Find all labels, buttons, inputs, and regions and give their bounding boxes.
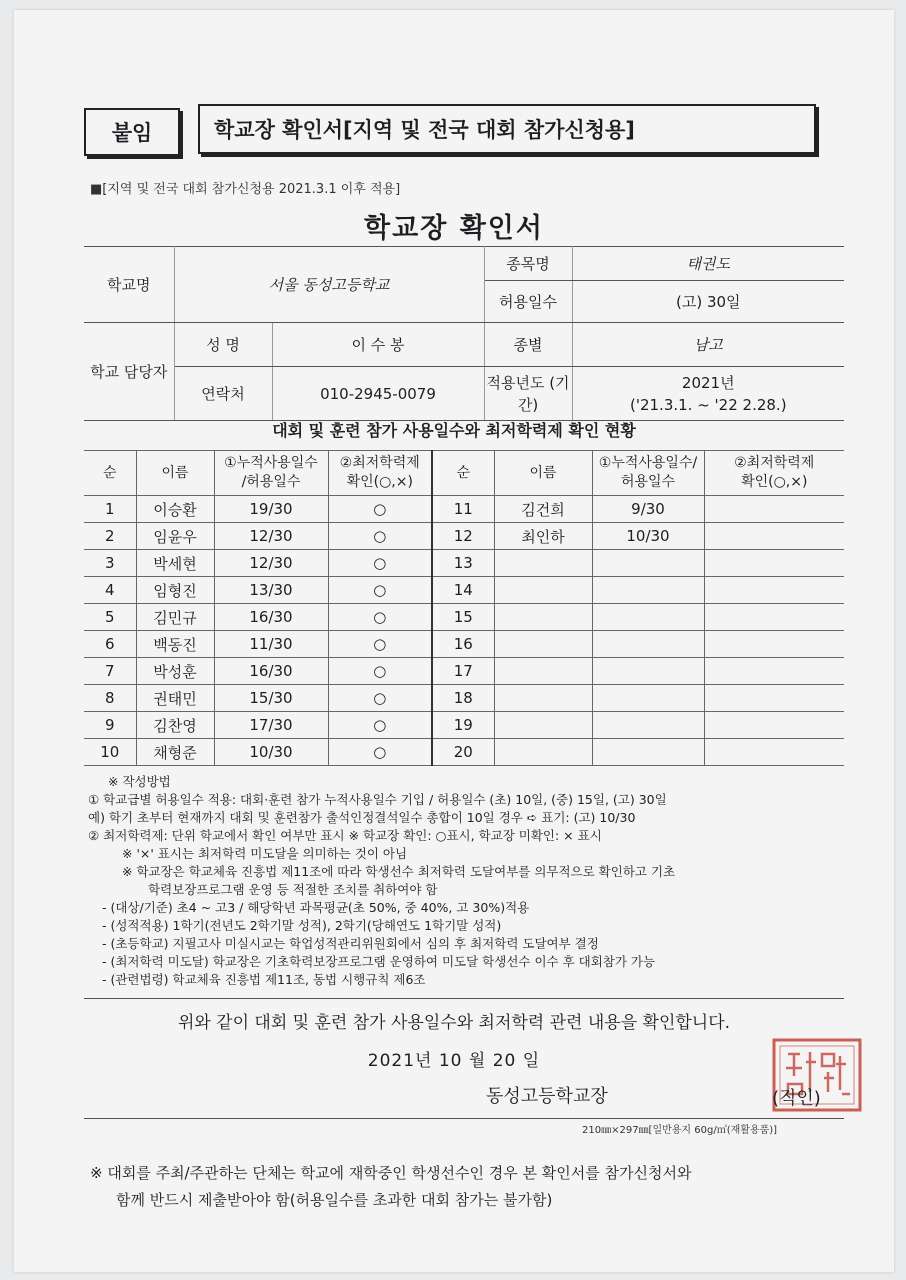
athlete-name: 김건희 <box>494 496 592 523</box>
divider <box>84 1118 844 1119</box>
table-row <box>84 523 844 550</box>
row-no: 4 <box>84 577 136 604</box>
athlete-name <box>494 577 592 604</box>
year-cell <box>572 367 844 421</box>
row-no: 13 <box>432 550 494 577</box>
grade-check: ○ <box>328 739 432 766</box>
grade-check <box>704 523 844 550</box>
used-days <box>592 739 704 766</box>
row-no: 20 <box>432 739 494 766</box>
row-no: 12 <box>432 523 494 550</box>
guide-line: - (최저학력 미도달) 학교장은 기초학력보장프로그램 운영하여 미도달 학생선수 이수 후 대회참가 가능 <box>102 954 656 969</box>
athlete-name: 임윤우 <box>136 523 214 550</box>
row-no: 8 <box>84 685 136 712</box>
used-days: 16/30 <box>214 658 328 685</box>
athlete-name: 백동진 <box>136 631 214 658</box>
attachment-tag: 붙임 <box>84 108 180 156</box>
allowed-days-value: (고) 30일 <box>572 281 844 323</box>
row-no: 10 <box>84 739 136 766</box>
athlete-name <box>494 739 592 766</box>
grade-check <box>704 550 844 577</box>
athlete-name <box>494 658 592 685</box>
guide-line: ※ 학교장은 학교체육 진흥법 제11조에 따라 학생선수 최저학력 도달여부를 의무적으로 확인하고 기초 <box>122 864 676 879</box>
grade-check <box>704 631 844 658</box>
year-label: 적용년도 (기간) <box>484 367 572 421</box>
header-days-right-line2: 허용일수 <box>620 474 676 490</box>
row-no: 18 <box>432 685 494 712</box>
roster-header-row <box>84 451 844 496</box>
athlete-name: 김민규 <box>136 604 214 631</box>
used-days <box>592 685 704 712</box>
used-days: 15/30 <box>214 685 328 712</box>
used-days: 10/30 <box>592 523 704 550</box>
athlete-name <box>494 604 592 631</box>
school-info-table <box>84 246 844 421</box>
page-title: 학교장 확인서 <box>364 213 544 244</box>
header-name-right: 이름 <box>494 451 592 496</box>
divider <box>84 998 844 999</box>
school-label: 학교명 <box>84 247 174 323</box>
principal-name: 동성고등학교장 <box>486 1086 608 1107</box>
header-grade-right-line2: 확인(○,×) <box>741 474 808 490</box>
athlete-name: 최인하 <box>494 523 592 550</box>
guide-line: 예) 학기 초부터 현재까지 대회 및 훈련참가 출석인정결석일수 총합이 10일 경우 ➪ 표기: (고) 10/30 <box>88 810 636 825</box>
confirmation-statement: 위와 같이 대회 및 훈련 참가 사용일수와 최저학력 관련 내용을 확인합니다. <box>177 1013 731 1033</box>
header-days-right <box>592 451 704 496</box>
header-name: 이름 <box>136 451 214 496</box>
athlete-name: 권태민 <box>136 685 214 712</box>
header-no-right: 순 <box>432 451 494 496</box>
paper-spec: 210㎜×297㎜[일반용지 60g/㎡(재활용품)] <box>582 1125 778 1136</box>
used-days <box>592 604 704 631</box>
grade-check: ○ <box>328 712 432 739</box>
used-days: 11/30 <box>214 631 328 658</box>
guide-line: - (초등학교) 지필고사 미실시교는 학업성적관리위원회에서 심의 후 최저학력 도달여부 결정 <box>102 936 599 951</box>
header-grade-right <box>704 451 844 496</box>
header-days-right-line1: ①누적사용일수/ <box>598 455 698 471</box>
grade-check <box>704 604 844 631</box>
gender-value: 남고 <box>572 323 844 367</box>
grade-check: ○ <box>328 523 432 550</box>
table-row <box>84 712 844 739</box>
row-no: 11 <box>432 496 494 523</box>
used-days: 10/30 <box>214 739 328 766</box>
athlete-name <box>494 685 592 712</box>
table-row <box>84 685 844 712</box>
grade-check <box>704 658 844 685</box>
event-value: 태권도 <box>572 247 844 281</box>
grade-check <box>704 577 844 604</box>
guide-line: 학력보장프로그램 운영 등 적절한 조치를 취하여야 함 <box>148 882 438 897</box>
year-value: 2021년 <box>681 373 735 392</box>
athlete-name: 이승환 <box>136 496 214 523</box>
grade-check: ○ <box>328 604 432 631</box>
row-no: 3 <box>84 550 136 577</box>
row-no: 2 <box>84 523 136 550</box>
status-title: 대회 및 훈련 참가 사용일수와 최저학력제 확인 현황 <box>272 421 636 440</box>
row-no: 14 <box>432 577 494 604</box>
grade-check: ○ <box>328 577 432 604</box>
name-value: 이 수 봉 <box>272 323 484 367</box>
name-label: 성 명 <box>174 323 272 367</box>
grade-check <box>704 739 844 766</box>
used-days <box>592 658 704 685</box>
used-days: 12/30 <box>214 523 328 550</box>
manager-label: 학교 담당자 <box>84 323 174 421</box>
seal-label: (직인) <box>772 1088 821 1109</box>
athlete-name: 채형준 <box>136 739 214 766</box>
guide-line: ※ 작성방법 <box>108 774 171 789</box>
used-days: 17/30 <box>214 712 328 739</box>
header-no: 순 <box>84 451 136 496</box>
row-no: 16 <box>432 631 494 658</box>
grade-check: ○ <box>328 685 432 712</box>
grade-check <box>704 496 844 523</box>
document-page <box>14 10 894 1272</box>
table-row <box>84 550 844 577</box>
guide-line: - (대상/기준) 초4 ~ 고3 / 해당학년 과목평균(초 50%, 중 40%, 고 30%)적용 <box>102 900 530 915</box>
grade-check: ○ <box>328 658 432 685</box>
guide-line: - (관련법령) 학교체육 진흥법 제11조, 동법 시행규칙 제6조 <box>102 972 426 987</box>
event-label: 종목명 <box>484 247 572 281</box>
table-row <box>84 739 844 766</box>
row-no: 6 <box>84 631 136 658</box>
used-days <box>592 631 704 658</box>
row-no: 5 <box>84 604 136 631</box>
row-no: 9 <box>84 712 136 739</box>
table-row <box>84 604 844 631</box>
used-days: 9/30 <box>592 496 704 523</box>
header-days <box>214 451 328 496</box>
issue-date: 2021년 10 월 20 일 <box>367 1051 541 1071</box>
school-value: 서울 동성고등학교 <box>174 247 484 323</box>
gender-label: 종별 <box>484 323 572 367</box>
header-grade-line2: 확인(○,×) <box>346 474 413 490</box>
header-grade <box>328 451 432 496</box>
used-days: 16/30 <box>214 604 328 631</box>
athlete-name: 임형진 <box>136 577 214 604</box>
used-days <box>592 550 704 577</box>
row-no: 1 <box>84 496 136 523</box>
athlete-name <box>494 631 592 658</box>
grade-check <box>704 685 844 712</box>
used-days: 12/30 <box>214 550 328 577</box>
row-no: 7 <box>84 658 136 685</box>
contact-label: 연락처 <box>174 367 272 421</box>
applicability-note: ■[지역 및 전국 대회 참가신청용 2021.3.1 이후 적용] <box>90 182 401 197</box>
footer-line: 함께 반드시 제출받아야 함(허용일수를 초과한 대회 참가는 불가함) <box>116 1191 553 1209</box>
header-days-line1: ①누적사용일수 <box>224 455 318 471</box>
table-row <box>84 496 844 523</box>
footer-note <box>90 1160 870 1214</box>
used-days <box>592 577 704 604</box>
header-days-line2: /허용일수 <box>241 474 301 490</box>
table-row <box>84 658 844 685</box>
athlete-name <box>494 550 592 577</box>
grade-check: ○ <box>328 496 432 523</box>
guide-line: - (성적적용) 1학기(전년도 2학기말 성적), 2학기(당해연도 1학기말 성적) <box>102 918 502 933</box>
used-days <box>592 712 704 739</box>
grade-check: ○ <box>328 550 432 577</box>
row-no: 17 <box>432 658 494 685</box>
roster-table <box>84 450 844 766</box>
used-days: 13/30 <box>214 577 328 604</box>
used-days: 19/30 <box>214 496 328 523</box>
grade-check: ○ <box>328 631 432 658</box>
allowed-days-label: 허용일수 <box>484 281 572 323</box>
row-no: 19 <box>432 712 494 739</box>
document-headline: 학교장 확인서[지역 및 전국 대회 참가신청용] <box>198 104 816 154</box>
table-row <box>84 631 844 658</box>
grade-check <box>704 712 844 739</box>
guide-line: ※ '×' 표시는 최저학력 미도달을 의미하는 것이 아님 <box>122 846 408 861</box>
table-row <box>84 577 844 604</box>
row-no: 15 <box>432 604 494 631</box>
header-grade-line1: ②최저학력제 <box>339 455 420 471</box>
athlete-name: 박성훈 <box>136 658 214 685</box>
guide-line: ① 학교급별 허용일수 적용: 대회·훈련 참가 누적사용일수 기입 / 허용일수 (초) 10일, (중) 15일, (고) 30일 <box>88 792 667 807</box>
contact-value: 010-2945-0079 <box>272 367 484 421</box>
writing-guide <box>88 773 858 989</box>
footer-line: ※ 대회를 주최/주관하는 단체는 학교에 재학중인 학생선수인 경우 본 확인서를 참가신청서와 <box>90 1164 692 1182</box>
athlete-name: 김찬영 <box>136 712 214 739</box>
guide-line: ② 최저학력제: 단위 학교에서 확인 여부만 표시 ※ 학교장 확인: ○표시, 학교장 미확인: × 표시 <box>88 828 602 843</box>
athlete-name <box>494 712 592 739</box>
header-grade-right-line1: ②최저학력제 <box>734 455 815 471</box>
athlete-name: 박세현 <box>136 550 214 577</box>
period-value: ('21.3.1. ~ '22 2.28.) <box>629 395 787 414</box>
